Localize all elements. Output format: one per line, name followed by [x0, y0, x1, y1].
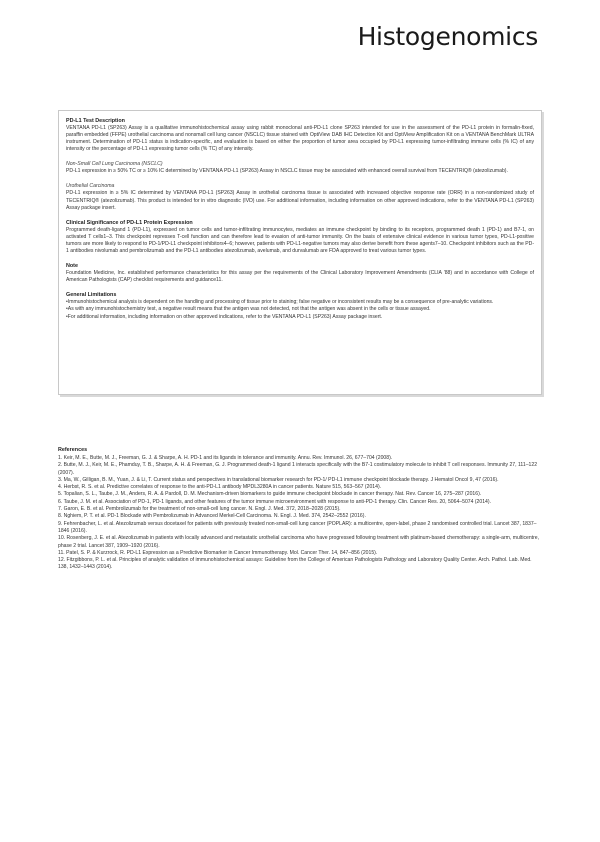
references-list [58, 455, 542, 572]
section-text: VENTANA PD-L1 (SP263) Assay is a qualitative immunohistochemical assay using rabbit monoclonal anti-PD-L1 clone SP263 intended for use in the assessment of the PD-L1 protein in formalin-fixed, paraffin embedded (FFPE) urothelial carcinoma and nonsmall cell lung cancer (NSCLC) tissue stained with OptiView DAB IHC Detection Kit and OptiView Amplification Kit on a VENTANA BenchMark ULTRA instrument. Determination of PD-L1 status is indication-specific, and evaluation is based on either the proportion of tumor area occupied by PD-L1 expressing tumor-infiltrating immune cells (% IC) of any intensity or the percentage of PD-L1 expressing tumor cells (% TC) of any intensity. [66, 125, 534, 153]
brand-title: Histogenomics [357, 22, 538, 51]
note-section [66, 263, 534, 284]
reference-item: 6. Taube, J. M. et al. Association of PD-1, PD-1 ligands, and other features of the tumor immune microenvironment with response to anti-PD-1 therapy. Clin. Cancer Res. 20, 5064–5074 (2014). [58, 498, 491, 505]
reference-item: 8. Nghiem, P. T. et al. PD-1 Blockade with Pembrolizumab in Advanced Merkel-Cell Carcinoma. N. Engl. J. Med. 374, 2542–2552 (2016). [58, 513, 366, 520]
test-info-box [58, 110, 542, 395]
general-limitations-section [66, 292, 534, 320]
section-heading: Note [66, 263, 78, 270]
reference-item: 3. Ma, W., Gilligan, B. M., Yuan, J. & Li, T. Current status and perspectives in translational biomarker research for PD-1/ PD-L1 immune checkpoint blockade therapy. J Hematol Oncol 9, 47 (2016). [58, 476, 499, 483]
reference-item: 5. Topalian, S. L., Taube, J. M., Anders, R. A. & Pardoll, D. M. Mechanism-driven biomarkers to guide immune checkpoint blockade in cancer therapy. Nat. Rev. Cancer 16, 275–287 (2016). [58, 491, 482, 498]
section-heading: PD-L1 Test Description [66, 118, 125, 124]
subsection-heading: Non-Small Cell Lung Carcinoma (NSCLC) [66, 161, 163, 168]
reference-item: 12. Fitzgibbons, P. L. et al. Principles of analytic validation of immunohistochemical assays: Guideline from the College of American Pathologists Pathology and Laboratory Quality Center. Arch. Pathol. Lab. Med. 138, 1432–1443 (2014). [58, 557, 532, 571]
reference-item: 9. Fehrenbacher, L. et al. Atezolizumab versus docetaxel for patients with previously treated non-small-cell lung cancer (POPLAR): a multicentre, open-label, phase 2 randomised controlled trial. Lancet 387, 1837–1846 (2016). [58, 520, 537, 534]
reference-item: 10. Rosenberg, J. E. et al. Atezolizumab in patients with locally advanced and metastatic urothelial carcinoma who have progressed following treatment with platinum-based chemotherapy: a single-arm, multicentre, phase 2 trial. Lancet 387, 1909–1920 (2016). [58, 535, 540, 549]
reference-item: 11. Patel, S. P. & Kurzrock, R. PD-L1 Expression as a Predictive Biomarker in Cancer Immunotherapy. Mol. Cancer Ther. 14, 847–856 (2015). [58, 549, 378, 556]
references-heading: References [58, 447, 88, 453]
nsclc-section [66, 161, 534, 175]
test-description-section [66, 118, 534, 153]
clinical-significance-section [66, 220, 534, 255]
list-item: • For additional information, including information on other approved indications, refer to the VENTANA PD-L1 (SP263) Assay package insert. [66, 314, 534, 321]
list-item: • As with any immunohistochemistry test, a negative result means that the antigen was not detected, not that the antigen was absent in the cells or tissue assayed. [66, 306, 534, 313]
subsection-heading: Urothelial Carcinoma [66, 183, 115, 190]
list-item: • Immunohistochemical analysis is dependent on the handling and processing of tissue prior to staining; false negative or inconsistent results may be a consequence of pre-analytic variations. [66, 299, 534, 306]
reference-item: 4. Herbst, R. S. et al. Predictive correlates of response to the anti-PD-L1 antibody MPDL3280A in cancer patients. Nature 515, 563–567 (2014). [58, 484, 382, 491]
reference-item: 2. Butte, M. J., Keir, M. E., Phamduy, T. B., Sharpe, A. H. & Freeman, G. J. Programmed death-1 ligand 1 interacts specifically with the B7-1 costimulatory molecule to inhibit T cell responses. Immunity 27, 111–122 (2007). [58, 462, 538, 476]
section-text: PD-L1 expression in ≥ 50% TC or ≥ 10% IC determined by VENTANA PD-L1 (SP263) Assay in NSCLC tissue may be associated with enhanced overall survival from TECENTRIQ® (atezolizumab). [66, 168, 508, 175]
section-text: Programmed death-ligand 1 (PD-L1), expressed on tumor cells and tumor-infiltrating immunocytes, mediates an immune checkpoint by binding to its receptors, programmed death 1 (PD-1) and B7-1, on activated T cells1–3. This checkpoint represses T-cell function and can therefore lead to evasion of anti-tumor immunity. On the basis of extensive clinical evidence in various tumor types, PD-L1-positive tumors are more likely to respond to PD-1/PD-L1 checkpoint inhibitors4–6; however, patients with PD-L1-negative tumors may also derive benefit from these agents7–10. Checkpoint inhibitors such as the PD-1 antibodies nivolumab and pembrolizumab and the PD-L1 antibodies atezolizumab, avelumab, and durvalumab are FDA approved to treat various tumor types. [66, 226, 535, 255]
urothelial-section [66, 183, 534, 211]
section-heading: General Limitations [66, 292, 117, 299]
reference-item: 1. Keir, M. E., Butte, M. J., Freeman, G. J. & Sharpe, A. H. PD-1 and its ligands in tolerance and immunity. Annu. Rev. Immunol. 26, 677–704 (2008). [58, 455, 393, 461]
section-text: PD-L1 expression in ≥ 5% IC determined by VENTANA PD-L1 (SP263) Assay in urothelial carcinoma tissue is associated with increased objective response rate (ORR) in a non-randomized study of TECENTRIQ® (atezolizumab). This product is intended for in vitro diagnostic (IVD) use. For additional information, including information on other approved indications, refer to the VENTANA PD-L1 (SP263) Assay package insert. [66, 190, 534, 211]
references-section [58, 447, 542, 572]
reference-item: 7. Garon, E. B. et al. Pembrolizumab for the treatment of non-small-cell lung cancer. N. Engl. J. Med. 372, 2018–2028 (2015). [58, 506, 341, 513]
section-text: Foundation Medicine, Inc. established performance characteristics for this assay per the requirements of the Clinical Laboratory Improvement Amendments (CLIA '88) and in accordance with College of American Pathologists (CAP) checklist requirements and guidance11. [66, 270, 534, 284]
section-heading: Clinical Significance of PD-L1 Protein Expression [66, 219, 193, 226]
limitations-list [66, 299, 534, 320]
